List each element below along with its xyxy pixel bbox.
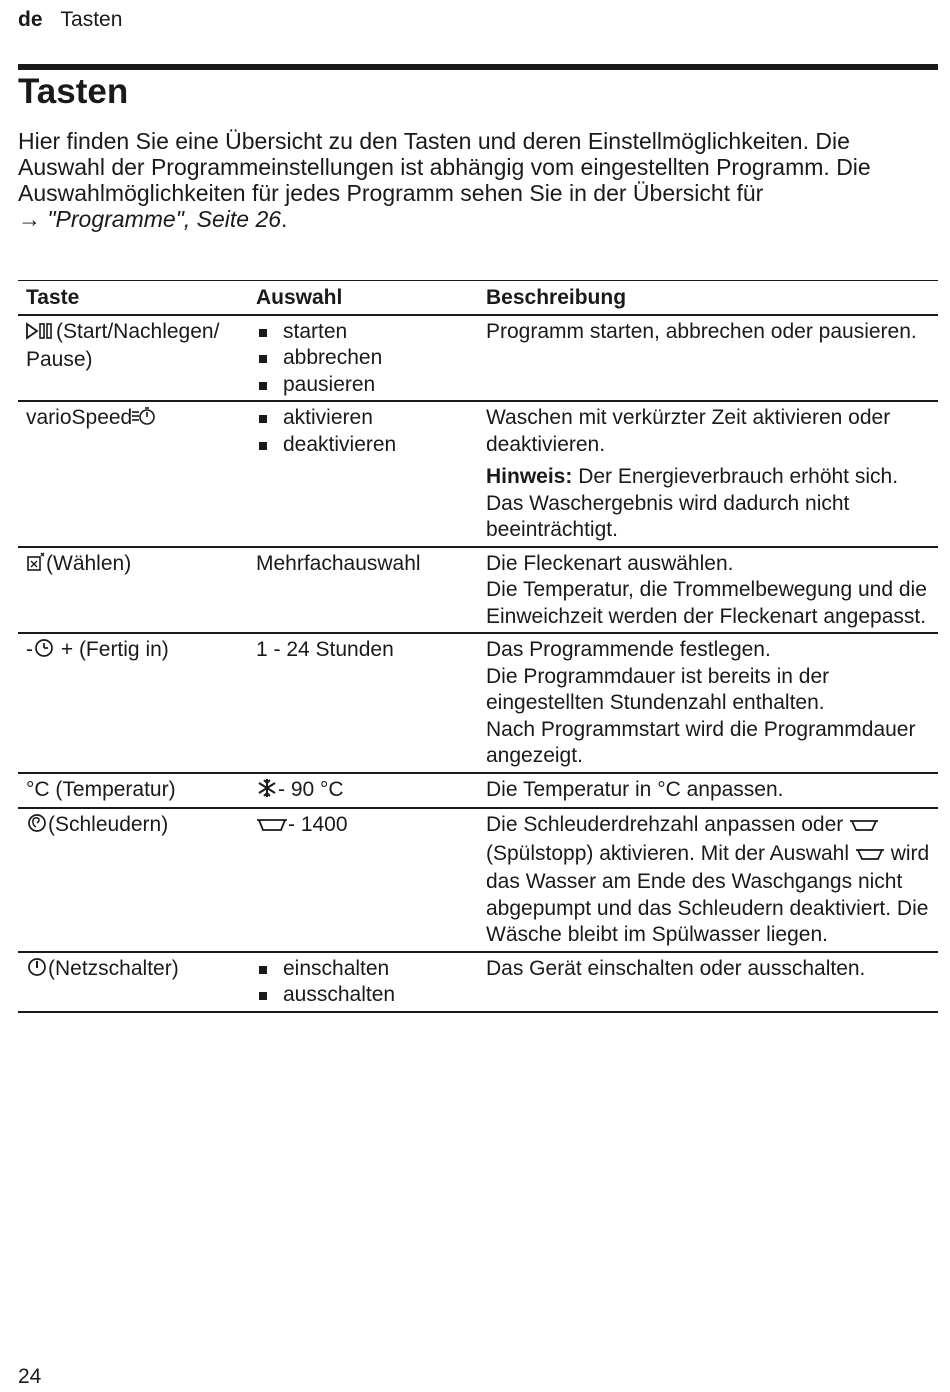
- beschreibung-cell: Programm starten, abbrechen oder pausieren.: [478, 315, 938, 402]
- description-line: Nach Programmstart wird die Programmdauer angezeigt.: [486, 717, 916, 767]
- auswahl-cell: Mehrfachauswahl: [248, 547, 478, 634]
- beschreibung-cell: [478, 808, 938, 952]
- intro-paragraph: [18, 128, 933, 232]
- table-row: [18, 773, 938, 809]
- taste-cell: [18, 315, 248, 402]
- taste-label: varioSpeed: [26, 406, 133, 429]
- intro-text: Hier finden Sie eine Übersicht zu den Tasten und deren Einstellmöglichkeiten. Die Auswahl der Programmeinstellungen ist abhängig vom eingestellten Programm. Die Auswahlmöglichkeiten für jedes Programm sehen Sie in der Übersicht für: [18, 128, 871, 206]
- running-header: [18, 8, 122, 32]
- title-rule: [18, 64, 938, 70]
- taste-label: + (Fertig in): [60, 638, 169, 661]
- power-icon: [26, 957, 48, 985]
- reference-link[interactable]: "Programme", Seite 26: [47, 206, 282, 232]
- page-title: Tasten: [18, 72, 129, 111]
- taste-label: (Netzschalter): [48, 956, 179, 980]
- rinse-hold-icon: [256, 814, 288, 841]
- list-item: starten: [256, 319, 470, 346]
- description-line: Die Temperatur, die Trommelbewegung und die Einweichzeit werden der Fleckenart angepasst.: [486, 578, 927, 628]
- auswahl-cell: [248, 808, 478, 952]
- auswahl-cell: [248, 773, 478, 809]
- intro-reference[interactable]: → "Programme", Seite 26.: [18, 206, 288, 232]
- spin-icon: [26, 813, 48, 841]
- taste-cell: [18, 547, 248, 634]
- note-text: Der Energieverbrauch erhöht sich. Das Waschergebnis wird dadurch nicht beeinträchtigt.: [486, 465, 899, 541]
- auswahl-text: - 90 °C: [278, 777, 344, 801]
- note: [486, 464, 930, 544]
- list-item: abbrechen: [256, 345, 470, 372]
- buttons-table: [18, 280, 938, 1013]
- table-row: [18, 633, 938, 773]
- column-header-taste: Taste: [18, 281, 248, 315]
- description-line: Das Programmende festlegen.: [486, 638, 771, 661]
- language-code: de: [18, 8, 43, 31]
- rinse-hold-icon: [849, 814, 879, 841]
- table-row: [18, 401, 938, 547]
- taste-cell: [18, 633, 248, 773]
- minus-sign: -: [26, 638, 33, 661]
- list-item: einschalten: [256, 956, 470, 983]
- taste-label: (Schleudern): [48, 813, 169, 836]
- description-text: Waschen mit verkürzter Zeit aktivieren oder deaktivieren.: [486, 406, 891, 456]
- rinse-hold-icon: [855, 843, 885, 870]
- beschreibung-cell: Die Temperatur in °C anpassen.: [478, 773, 938, 809]
- description-line: Die Fleckenart auswählen.: [486, 551, 734, 575]
- list-item: ausschalten: [256, 982, 470, 1009]
- table-row: [18, 547, 938, 634]
- beschreibung-cell: [478, 547, 938, 634]
- clock-icon: [33, 638, 55, 666]
- auswahl-cell: [248, 315, 478, 402]
- taste-label: (Wählen): [46, 551, 132, 575]
- cold-icon: [256, 778, 278, 806]
- beschreibung-cell: [478, 633, 938, 773]
- auswahl-cell: [248, 401, 478, 547]
- auswahl-cell: [248, 952, 478, 1012]
- list-item: pausieren: [256, 372, 470, 399]
- arrow-icon: →: [18, 206, 41, 232]
- running-section: Tasten: [60, 8, 123, 31]
- column-header-beschreibung: Beschreibung: [478, 281, 938, 315]
- list-item: deaktivieren: [256, 432, 470, 459]
- taste-cell: [18, 952, 248, 1012]
- beschreibung-cell: Das Gerät einschalten oder ausschalten.: [478, 952, 938, 1012]
- note-label: Hinweis:: [486, 465, 573, 488]
- taste-cell: [18, 401, 248, 547]
- taste-cell: °C (Temperatur): [18, 773, 248, 809]
- table-row: [18, 952, 938, 1012]
- beschreibung-cell: [478, 401, 938, 547]
- table-row: [18, 808, 938, 952]
- page-number: 24: [18, 1365, 42, 1388]
- table-row: [18, 315, 938, 402]
- auswahl-cell: 1 - 24 Stunden: [248, 633, 478, 773]
- column-header-auswahl: Auswahl: [248, 281, 478, 315]
- taste-label: (Start/Nachlegen/ Pause): [26, 319, 220, 371]
- description-text: Die Schleuderdrehzahl anpassen oder (Spülstopp) aktivieren. Mit der Auswahl wird das Wasser am Ende des Waschgangs nicht abgepumpt und das Schleudern deaktiviert. Die Wäsche bleibt im Spülwasser liegen.: [486, 813, 930, 946]
- auswahl-text: - 1400: [288, 813, 348, 836]
- table-header-row: [18, 281, 938, 315]
- taste-cell: [18, 808, 248, 952]
- list-item: aktivieren: [256, 405, 470, 432]
- description-line: Die Programmdauer ist bereits in der eingestellten Stundenzahl enthalten.: [486, 664, 830, 714]
- stain-icon: [26, 552, 46, 580]
- variospeed-icon: [132, 406, 156, 434]
- play-pause-icon: [26, 321, 56, 348]
